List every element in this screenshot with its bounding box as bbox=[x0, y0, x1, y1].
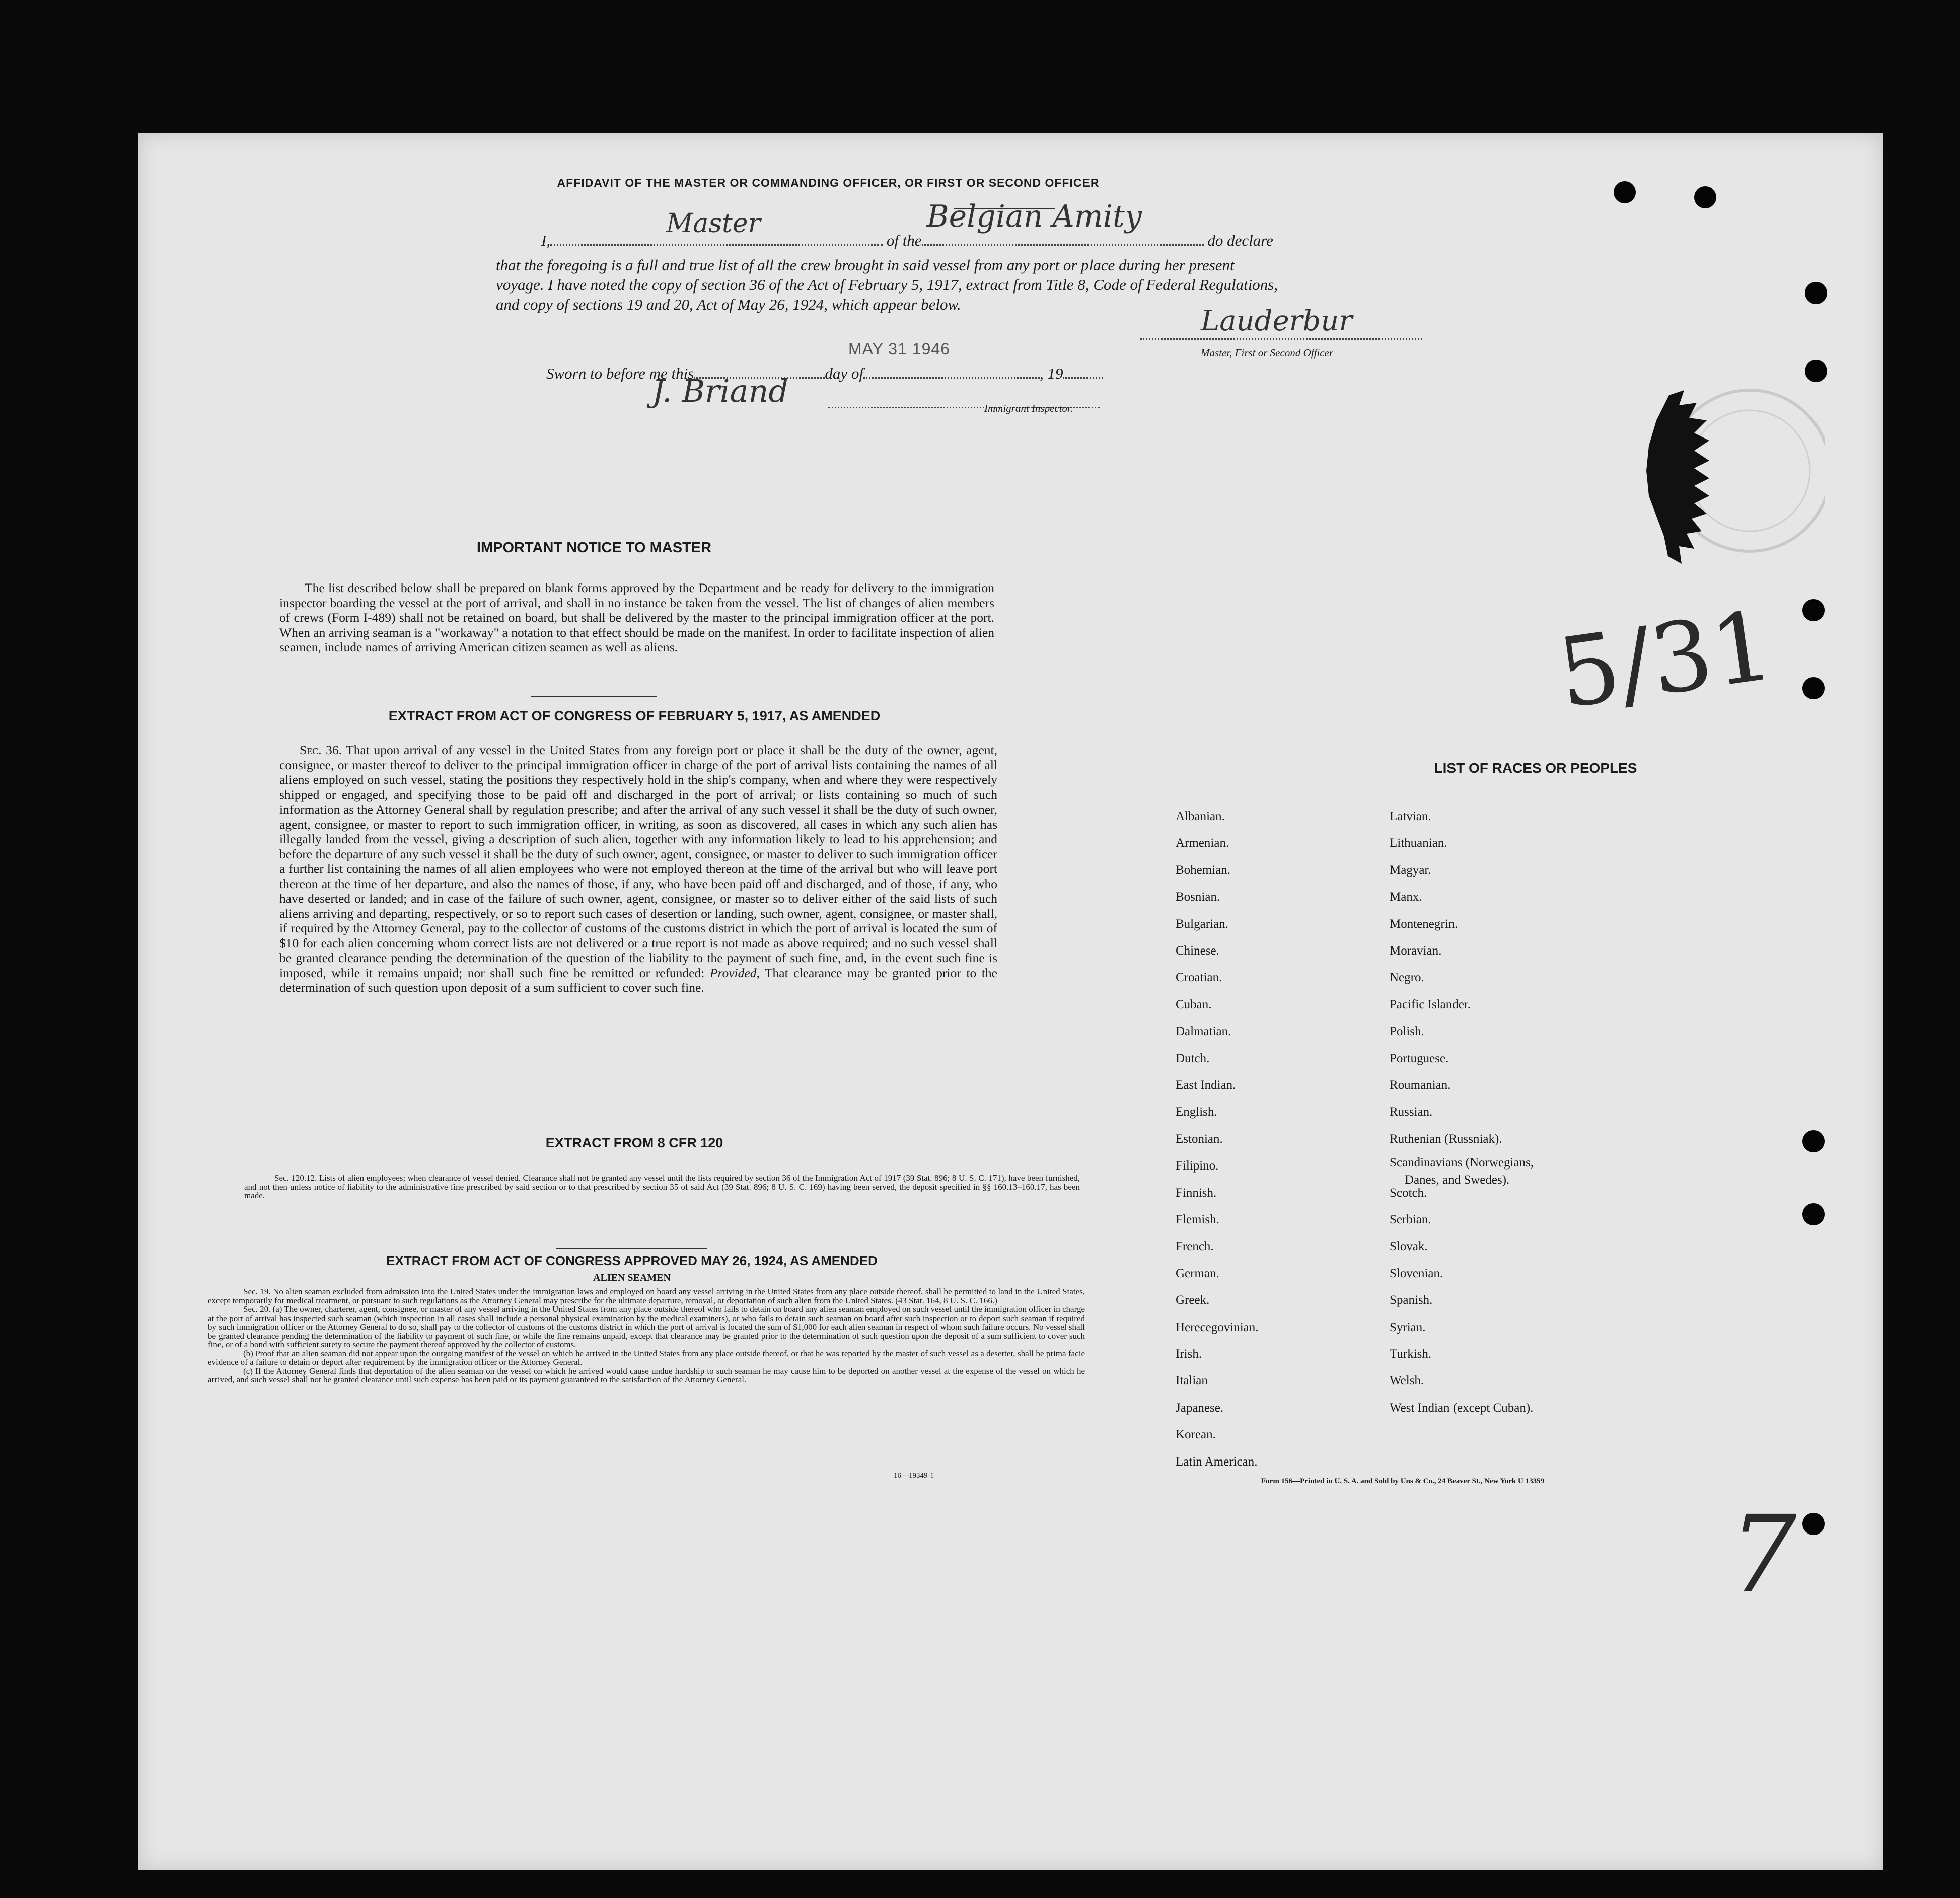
race-item: Korean. bbox=[1176, 1428, 1216, 1442]
sec-20c: (c) If the Attorney General finds that deportation of the alien seaman on the vessel on which he arrived would cause undue hardship to such seaman he may cause him to be deported on another vessel at the expense of the vessel on which he arrived, and such vessel shall not be granted clearance until such expense has been paid or its payment guaranteed to the satisfaction of the Attorney General. bbox=[208, 1366, 1085, 1384]
race-item: German. bbox=[1176, 1266, 1219, 1280]
race-item: Filipino. bbox=[1176, 1159, 1219, 1173]
race-item: Chinese. bbox=[1176, 944, 1219, 958]
race-item: Italian bbox=[1176, 1374, 1208, 1388]
sec-20a: Sec. 20. (a) The owner, charterer, agent, consignee, or master of any vessel arriving in the United States from any place outside thereof who fails to detain on board any alien seaman employed on such vessel until the immigration officer in charge at the port of arrival has inspected such seaman (which inspection in all cases shall include a personal physical examination by the medical examiners), or who fails to detain such seaman on board after such inspection or to deport such seaman if required by such immigration officer or the Attorney General to do so, shall pay to the collector of customs of the customs district in which the port of arrival is located the sum of $1,000 for each alien seaman in respect of whom such failure occurs. No vessel shall be granted clearance pending the determination of the liability to payment of such fine, or while the fine remains unpaid, except that clearance may be granted prior to the determination of such question upon the deposit of a sum sufficient to cover such fine, or of a bond with sufficient surety to secure the payment thereof approved by the collector of customs. bbox=[208, 1304, 1085, 1349]
name-blank bbox=[550, 208, 883, 246]
section-36-proviso: That clearance may be granted prior to the determination of such question upon deposit of a sum sufficient to cover such fine. bbox=[279, 965, 997, 995]
sec-20b: (b) Proof that an alien seaman did not appear upon the outgoing manifest of the vessel on which he arrived in the United States from any place outside thereof, or that he was reported by the master of such vessel as a deserter, shall be prima facie evidence of a failure to detain or deport after requirement by the immigration officer or the Attorney General. bbox=[208, 1348, 1085, 1367]
form-code: 16—19349-1 bbox=[894, 1472, 934, 1480]
race-item: Bohemian. bbox=[1176, 863, 1231, 877]
race-item: Finnish. bbox=[1176, 1186, 1217, 1200]
inspector-label: Immigrant Inspector. bbox=[984, 402, 1073, 414]
handwritten-name: Master bbox=[666, 208, 761, 239]
punch-hole bbox=[1802, 599, 1825, 621]
punch-hole bbox=[1802, 677, 1825, 699]
declare-label: do declare bbox=[1207, 232, 1273, 249]
of-the-label: of the bbox=[886, 232, 922, 249]
affidavit-prefix: I, bbox=[541, 232, 551, 249]
sec-19: Sec. 19. No alien seaman excluded from admission into the United States under the immigration laws and employed on board any vessel arriving in the United States from any place outside thereof, shall be permitted to land in the United States, except temporarily for medical treatment, or pursuant to such regulations as the Attorney General may prescribe for the ultimate departure, removal, or deportation of such alien from the United States. (43 Stat. 164, 8 U. S. C. 166.) bbox=[208, 1287, 1085, 1305]
races-heading: LIST OF RACES OR PEOPLES bbox=[1434, 760, 1637, 776]
race-item: Cuban. bbox=[1176, 997, 1212, 1011]
date-stamp: MAY 31 1946 bbox=[848, 340, 950, 358]
extract-1924-text bbox=[208, 1287, 1085, 1384]
race-item: Welsh. bbox=[1390, 1374, 1424, 1388]
race-item: Flemish. bbox=[1176, 1213, 1219, 1226]
affidavit-line-3: voyage. I have noted the copy of section 36 of the Act of February 5, 1917, extract from Title 8, Code of Federal Regulations, bbox=[496, 276, 1278, 294]
race-item: Polish. bbox=[1390, 1025, 1424, 1039]
race-item: Greek. bbox=[1176, 1293, 1210, 1307]
inspector-signature: J. Briand bbox=[652, 373, 789, 409]
extract-1924-heading: EXTRACT FROM ACT OF CONGRESS APPROVED MAY 26, 1924, AS AMENDED bbox=[386, 1253, 878, 1268]
race-item: Lithuanian. bbox=[1390, 836, 1447, 850]
race-item: Bulgarian. bbox=[1176, 917, 1228, 931]
extract-1917-heading: EXTRACT FROM ACT OF CONGRESS OF FEBRUARY 5, 1917, AS AMENDED bbox=[388, 708, 881, 723]
race-item: Irish. bbox=[1176, 1347, 1202, 1361]
race-item: Turkish. bbox=[1390, 1347, 1432, 1361]
notice-heading: IMPORTANT NOTICE TO MASTER bbox=[476, 540, 712, 556]
punch-hole bbox=[1802, 1130, 1825, 1152]
section-36-text: That upon arrival of any vessel in the United States from any foreign port or place it shall be the duty of the owner, agent, consignee, or master thereof to deliver to the principal immigration officer in charge of the port of arrival lists containing the names of all aliens employed on such vessel, stating the positions they respectively hold in the ship's company, when and where they were respectively shipped or engaged, and specifying those to be paid off and discharged in the port of arrival; or lists containing so much of such information as the Attorney General shall by regulation prescribe; and after the arrival of any such vessel it shall be the duty of such owner, agent, consignee, or master to report to such immigration officer, in writing, as soon as discovered, all cases in which any such alien has illegally landed from the vessel, giving a description of such alien, together with any information likely to lead to his apprehension; and before the departure of any such vessel it shall be the duty of such owner, agent, consignee, or master to deliver to such immigration officer a further list containing the names of all alien employees who were not employed thereon at the time of the arrival but who will leave port thereon at the time of her departure, and also the names of those, if any, who have been paid off and discharged, and of those, if any, who have deserted or landed; and in case of the failure of such owner, agent, consignee, or master so to deliver either of the said lists of such aliens arriving and departing, respectively, or so to report such cases of desertion or landing, such owner, agent, consignee, or master shall, if required by the Attorney General, pay to the collector of customs of the customs district in which the port of arrival is located the sum of $10 for each alien concerning whom correct lists are not delivered or a true report is not made as above required; and no such vessel shall be granted clearance pending the determination of the question of the liability to the payment of such fine, and, in the event such fine is imposed, while it remains unpaid; nor shall such fine be remitted or refunded: bbox=[279, 743, 997, 980]
race-item: Scandinavians (Norwegians, bbox=[1390, 1156, 1534, 1170]
year-label: , 19 bbox=[1039, 364, 1063, 382]
race-item: Latin American. bbox=[1176, 1454, 1258, 1469]
race-item: Spanish. bbox=[1390, 1293, 1433, 1307]
month-blank bbox=[863, 377, 1040, 379]
signature-line bbox=[1140, 338, 1422, 340]
race-item: Latvian. bbox=[1390, 810, 1431, 823]
race-item: Croatian. bbox=[1176, 971, 1222, 985]
punch-hole bbox=[1805, 282, 1827, 304]
race-item: West Indian (except Cuban). bbox=[1390, 1401, 1534, 1415]
punch-hole bbox=[1802, 1513, 1825, 1535]
race-item: English. bbox=[1176, 1105, 1217, 1119]
section-label: Sec. 36. bbox=[300, 743, 342, 757]
vessel-blank bbox=[922, 199, 1204, 246]
document-page bbox=[138, 133, 1883, 1870]
sworn-line bbox=[546, 364, 1103, 383]
race-item: Estonian. bbox=[1176, 1132, 1223, 1146]
race-item: Danes, and Swedes). bbox=[1405, 1173, 1510, 1187]
embossed-seal bbox=[1609, 365, 1825, 576]
punch-hole bbox=[1694, 186, 1716, 208]
year-blank bbox=[1063, 377, 1103, 379]
punch-hole bbox=[1805, 360, 1827, 382]
punch-hole bbox=[1614, 181, 1636, 203]
affidavit-line-4: and copy of sections 19 and 20, Act of May 26, 1924, which appear below. bbox=[496, 296, 961, 313]
race-item: East Indian. bbox=[1176, 1078, 1236, 1092]
alien-seamen-subheading: ALIEN SEAMEN bbox=[593, 1272, 671, 1283]
race-item: Scotch. bbox=[1390, 1186, 1427, 1200]
race-item: Albanian. bbox=[1176, 810, 1225, 823]
affidavit-line-1 bbox=[541, 199, 1624, 250]
race-item: Armenian. bbox=[1176, 836, 1229, 850]
divider bbox=[556, 1248, 707, 1249]
printer-footer: Form 156—Printed in U. S. A. and Sold by Uns & Co., 24 Beaver St., New York U 13359 bbox=[1261, 1477, 1545, 1485]
handwritten-vessel: Belgian Amity bbox=[926, 199, 1142, 234]
race-item: Japanese. bbox=[1176, 1401, 1224, 1415]
handwritten-page-number: 7 bbox=[1729, 1493, 1797, 1616]
race-item: Bosnian. bbox=[1176, 890, 1220, 904]
affidavit-line-2: that the foregoing is a full and true list of all the crew brought in said vessel from any port or place during her present bbox=[496, 256, 1235, 274]
race-item: Slovak. bbox=[1390, 1239, 1428, 1254]
handwritten-date: 5/31 bbox=[1551, 590, 1780, 730]
notice-text: The list described below shall be prepared on blank forms approved by the Department and be ready for delivery to the immigration inspector boarding the vessel at the port of arrival, and shall in no instance be taken from the vessel. The list of changes of alien members of crews (Form I-489) shall not be retained on board, but shall be delivered by the master to the principal immigration officer at the port. When an arriving seaman is a "workaway" a notation to that effect should be made on the manifest. In order to facilitate inspection of alien seamen, include names of arriving American citizen seamen as well as aliens. bbox=[279, 580, 994, 654]
race-item: Ruthenian (Russniak). bbox=[1390, 1132, 1502, 1146]
cfr-text: Sec. 120.12. Lists of alien employees; when clearance of vessel denied. Clearance shall not be granted any vessel until the lists required by section 36 of the Immigration Act of 1917 (39 Stat. 896; 8 U. S. C. 171), have been furnished, and not then unless notice of liability to the administrative fine prescribed by said section or to that prescribed by section 35 of said Act (39 Stat. 896; 8 U. S. C. 169) having been served, the deposit specified in §§ 160.13–160.17, has been made. bbox=[244, 1173, 1080, 1200]
sworn-prefix: Sworn to before me this bbox=[546, 364, 694, 382]
race-item: Herecegovinian. bbox=[1176, 1320, 1259, 1334]
race-item: Moravian. bbox=[1390, 944, 1442, 958]
master-signature: Lauderbur bbox=[1201, 305, 1353, 337]
master-label: Master, First or Second Officer bbox=[1201, 347, 1334, 359]
cfr-heading: EXTRACT FROM 8 CFR 120 bbox=[545, 1135, 723, 1150]
race-item: Negro. bbox=[1390, 971, 1424, 985]
race-item: Portuguese. bbox=[1390, 1051, 1449, 1065]
race-item: Russian. bbox=[1390, 1105, 1433, 1119]
race-item: Dutch. bbox=[1176, 1051, 1210, 1065]
race-item: Pacific Islander. bbox=[1390, 997, 1471, 1011]
race-item: Magyar. bbox=[1390, 863, 1431, 877]
race-item: Montenegrin. bbox=[1390, 917, 1458, 931]
race-item: Slovenian. bbox=[1390, 1266, 1443, 1280]
race-item: Manx. bbox=[1390, 890, 1422, 904]
race-item: Dalmatian. bbox=[1176, 1025, 1231, 1039]
race-item: French. bbox=[1176, 1239, 1214, 1254]
affidavit-heading: AFFIDAVIT OF THE MASTER OR COMMANDING OFFICER, OR FIRST OR SECOND OFFICER bbox=[557, 176, 1100, 189]
day-of-label: day of bbox=[825, 364, 863, 382]
extract-1917-text bbox=[279, 743, 997, 995]
race-item: Syrian. bbox=[1390, 1320, 1426, 1334]
provided-word: Provided, bbox=[709, 965, 760, 980]
divider bbox=[531, 696, 657, 697]
race-item: Roumanian. bbox=[1390, 1078, 1451, 1092]
race-item: Serbian. bbox=[1390, 1213, 1431, 1226]
punch-hole bbox=[1802, 1203, 1825, 1225]
